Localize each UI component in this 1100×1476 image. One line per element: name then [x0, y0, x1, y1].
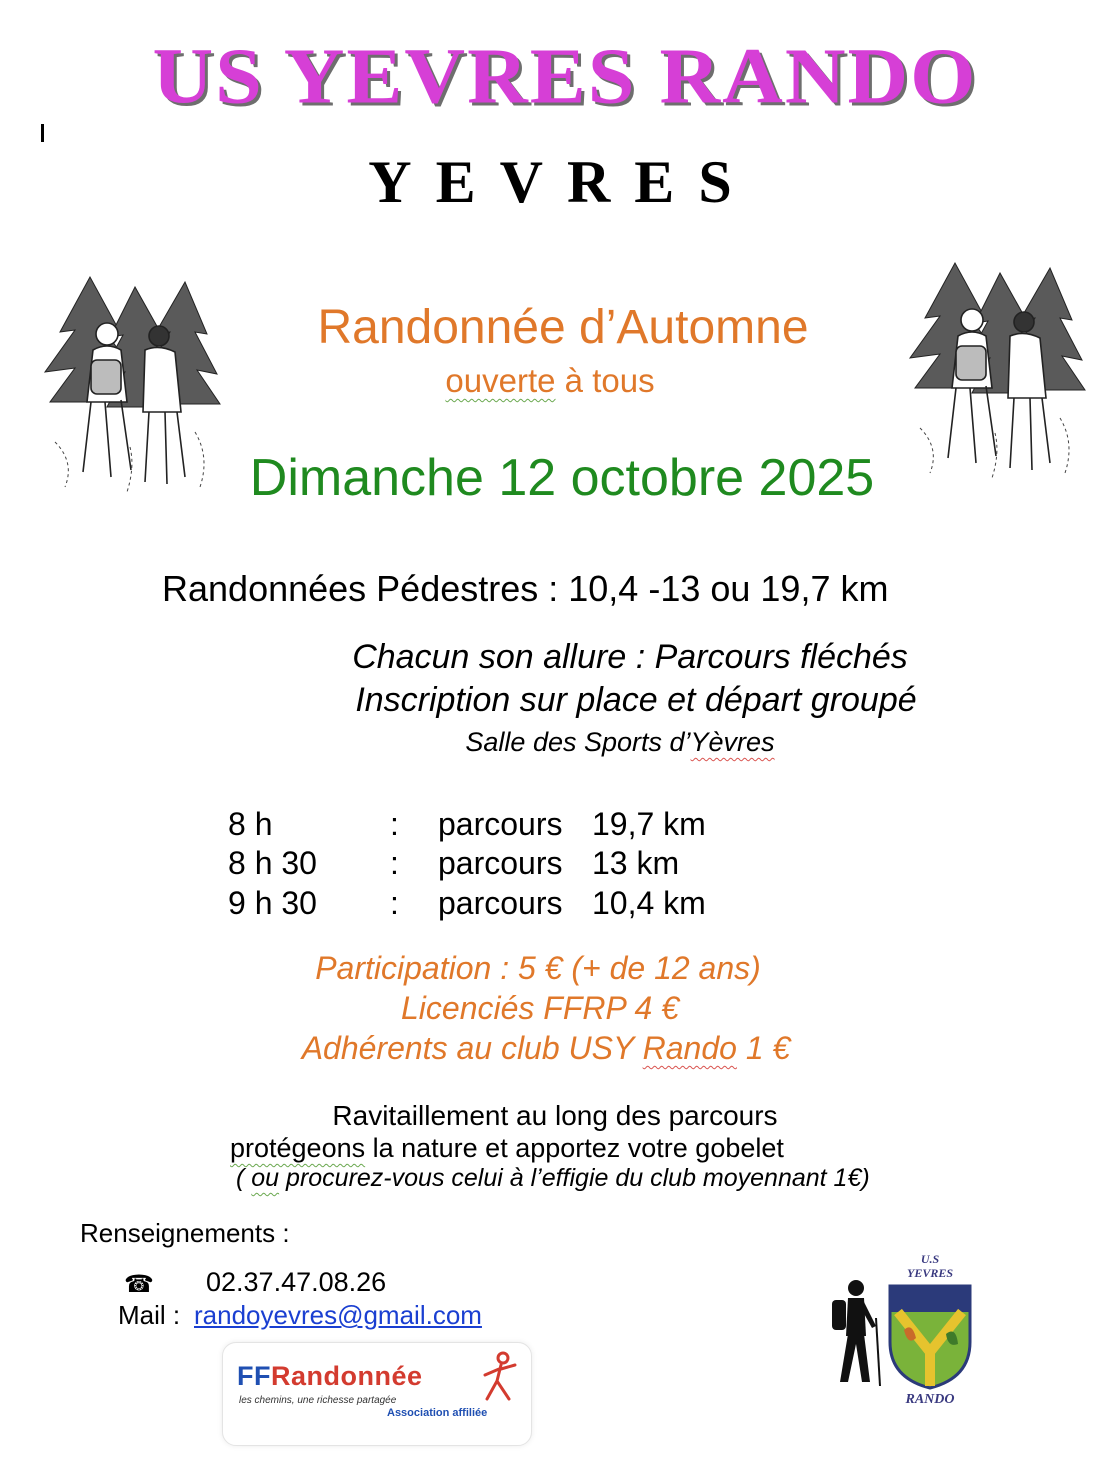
schedule-time: 8 h 30 [228, 845, 317, 881]
hiker-silhouette-icon [826, 1278, 886, 1388]
schedule-label: parcours [438, 885, 563, 921]
refreshments-note: Ravitaillement au long des parcours [332, 1100, 778, 1131]
price-members-suffix: 1 € [736, 1030, 791, 1066]
price-members-prefix: Adhérents au club USY [301, 1030, 643, 1066]
price-general: Participation : 5 € (+ de 12 ans) [315, 950, 761, 986]
telephone-icon: ☎ [124, 1271, 154, 1298]
schedule-distance: 19,7 km [592, 806, 706, 842]
schedule-time: 9 h 30 [228, 885, 317, 921]
cup-rest: procurez-vous celui à l’effigie du club moyennant 1€) [279, 1164, 870, 1192]
ffr-logo-affiliation: Association affiliée [387, 1407, 488, 1419]
registration-info: Inscription sur place et départ groupé [355, 681, 917, 719]
crest-shield-icon [886, 1282, 974, 1390]
cup-note [236, 1164, 870, 1193]
schedule-row [0, 885, 1100, 925]
crest-top-line1: U.S [920, 1252, 940, 1266]
event-subtitle-open: ouverte [445, 362, 556, 399]
ffrandonnee-logo [222, 1342, 532, 1446]
price-members-club: Rando [642, 1030, 737, 1066]
ffr-logo-name [237, 1361, 423, 1392]
schedule-separator: : [390, 885, 399, 921]
pace-info: Chacun son allure : Parcours fléchés [352, 638, 908, 676]
schedule-row [0, 806, 1100, 846]
price-members [0, 1030, 1092, 1067]
ffr-logo-tagline: les chemins, une richesse partagée [239, 1395, 397, 1406]
ffr-logo-rest: Randonnée [271, 1361, 423, 1391]
town-heading: YEVRES [368, 149, 756, 215]
schedule-distance: 13 km [592, 845, 680, 881]
nature-word: protégeons [230, 1133, 366, 1163]
schedule-label: parcours [438, 845, 563, 881]
cup-open: ( [236, 1164, 252, 1192]
schedule-label: parcours [438, 806, 563, 842]
contact-label: Renseignements : [80, 1218, 290, 1248]
event-subtitle [0, 362, 1100, 400]
event-date: Dimanche 12 octobre 2025 [249, 449, 875, 507]
club-crest-logo [882, 1252, 978, 1412]
nature-rest: la nature et apportez votre gobelet [365, 1133, 784, 1163]
event-subtitle-rest: à tous [555, 362, 655, 399]
price-licensed: Licenciés FFRP 4 € [400, 990, 680, 1026]
schedule-row [0, 845, 1100, 885]
mail-label: Mail : [118, 1300, 181, 1330]
crest-top-text [882, 1252, 978, 1280]
schedule-distance: 10,4 km [592, 885, 706, 921]
text-cursor-mark [41, 124, 44, 142]
cup-word: ou [251, 1164, 280, 1192]
venue-info [0, 727, 1100, 758]
crest-bottom-text: RANDO [905, 1392, 955, 1407]
ffr-logo-ff: FF [237, 1361, 271, 1391]
schedule-separator: : [390, 845, 399, 881]
email-link[interactable]: randoyevres@gmail.com [194, 1300, 482, 1330]
venue-town: Yèvres [690, 727, 775, 757]
hikes-distances: Randonnées Pédestres : 10,4 -13 ou 19,7 km [162, 568, 889, 609]
crest-top-line2: YEVRES [906, 1266, 954, 1280]
phone-number[interactable]: 02.37.47.08.26 [206, 1267, 387, 1297]
schedule-separator: : [390, 806, 399, 842]
nature-note [230, 1133, 784, 1164]
ffr-walker-icon [477, 1351, 523, 1403]
venue-prefix: Salle des Sports d’ [465, 727, 691, 757]
event-title: Randonnée d’Automne [317, 301, 809, 354]
club-title: US YEVRES RANDO [152, 32, 978, 121]
schedule-time: 8 h [228, 806, 273, 842]
